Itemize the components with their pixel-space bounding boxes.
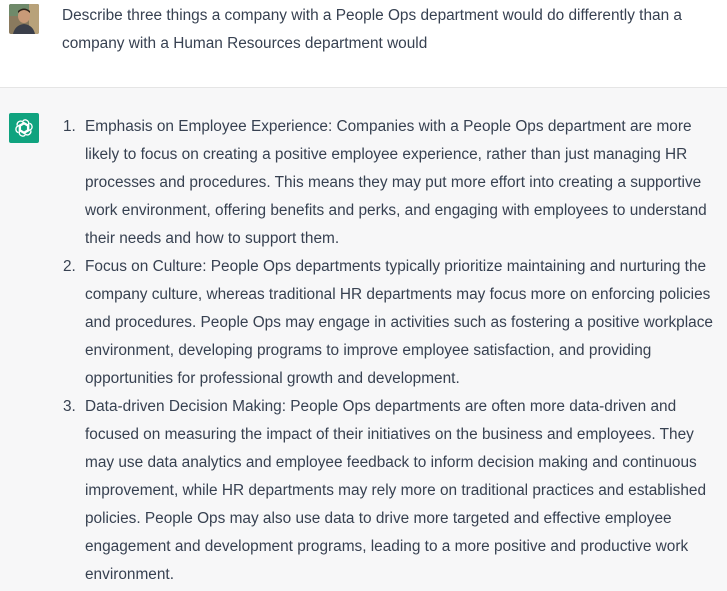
user-message-text: Describe three things a company with a People Ops department would do differently than a company with a Human Resources department would [62, 7, 682, 52]
user-avatar [9, 4, 39, 34]
list-item [63, 393, 725, 589]
assistant-message-row [0, 88, 727, 591]
list-item-text: Emphasis on Employee Experience: Companies with a People Ops department are more likely to focus on creating a positive employee experience, rather than just managing HR processes and procedures. This means they may put more effort into creating a supportive work environment, offering benefits and perks, and engaging with employees to understand their needs and how to support them. [85, 118, 707, 247]
user-message-row [0, 0, 727, 88]
list-item [63, 253, 725, 393]
list-item [63, 113, 725, 253]
openai-logo-icon [9, 113, 39, 143]
list-item-number: 2. [63, 258, 76, 275]
answer-list [63, 113, 725, 589]
list-item-text: Data-driven Decision Making: People Ops departments are often more data-driven and focused on measuring the impact of their initiatives on the business and employees. They may use data analytics and employee feedback to inform decision making and continuous improvement, while HR departments may rely more on traditional practices and established policies. People Ops may also use data to drive more targeted and effective employee engagement and development programs, leading to a more positive and productive work environment. [85, 398, 707, 583]
list-item-number: 3. [63, 398, 76, 415]
list-item-number: 1. [63, 118, 76, 135]
user-avatar-photo-icon [9, 4, 39, 34]
list-item-text: Focus on Culture: People Ops departments typically prioritize maintaining and nurturing the company culture, whereas traditional HR departments may focus more on enforcing policies and procedures. People Ops may engage in activities such as fostering a positive workplace environment, developing programs to improve employee satisfaction, and providing opportunities for professional growth and development. [85, 258, 713, 387]
